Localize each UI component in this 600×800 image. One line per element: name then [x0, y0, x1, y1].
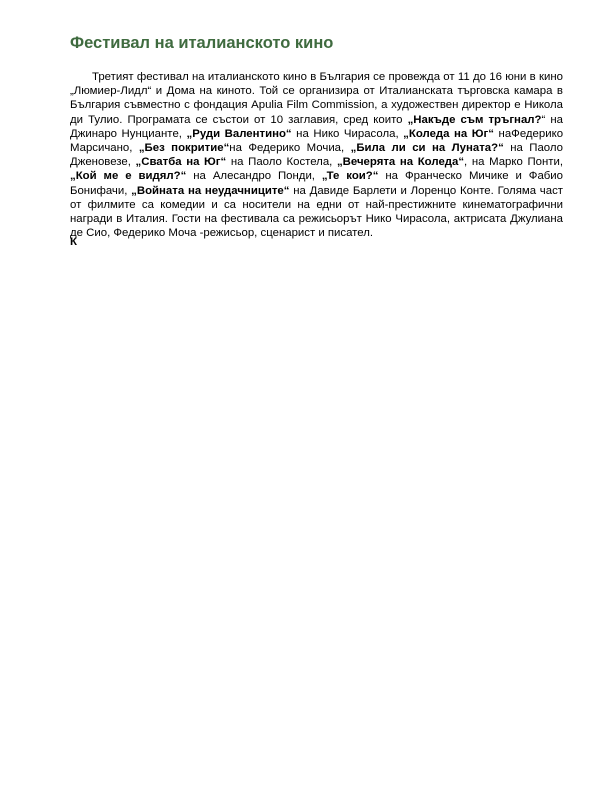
paragraph-text: Третият фестивал на италианското кино в България се провежда от 11 до 16 юни в кино „Люмиер-Лидл“ и Дома на киното. Той се организира от Италианската търговска камара в България съвместно с фондация Apulia Film Commission, а художествен директор е Никола ди Тулио. Програмата се състои от 10 заглавия, сред които [70, 71, 563, 126]
article-paragraph [70, 70, 563, 240]
film-title: „Руди Валентино“ [186, 127, 292, 140]
paragraph-text: на Франческо Мичике и Фабио Бонифачи, [70, 170, 564, 197]
film-title: „Сватба на Юг“ [135, 156, 227, 169]
page-title: Фестивал на италианското кино [70, 34, 334, 52]
paragraph-text: “ на Джинаро Нунциантe, [70, 113, 563, 140]
paragraph-text: на Давиде Барлети и Лоренцо Конте. Голяма част от филмите са комедии и са носители на едни от най-престижните кинематографични награди в Италия. Гости на фестивала са режисьорът Нико Чирасола, актрисата Джулиана де Сио, Федерико Моча -режисьор, сценарист и писател. [70, 184, 563, 240]
film-title: „Била ли си на Луната?“ [350, 142, 504, 155]
paragraph-text: на Паоло Дженовезе, [70, 142, 563, 169]
film-title: „Те кои?“ [321, 170, 379, 183]
trailing-letter: К [70, 236, 77, 248]
paragraph-text: на Федерико Мочиа, [229, 142, 351, 155]
film-title: „Коледа на Юг“ [403, 127, 494, 140]
film-title: „Без покритие“ [138, 142, 230, 155]
film-title: „Кой ме е видял?“ [70, 170, 187, 183]
paragraph-text: на Нико Чирасола, [291, 127, 404, 140]
paragraph-text: на Алесандро Понди, [186, 170, 322, 183]
paragraph-text: наФедерико Марсичано, [70, 127, 564, 155]
film-title: „Накъде съм тръгнал? [407, 113, 542, 126]
film-title: „Войната на неудачниците“ [131, 184, 290, 197]
paragraph-text: , на Марко Понти, [464, 156, 564, 169]
film-title: „Вечерята на Коледа“ [336, 156, 465, 169]
paragraph-text: на Паоло Костела, [226, 156, 337, 169]
